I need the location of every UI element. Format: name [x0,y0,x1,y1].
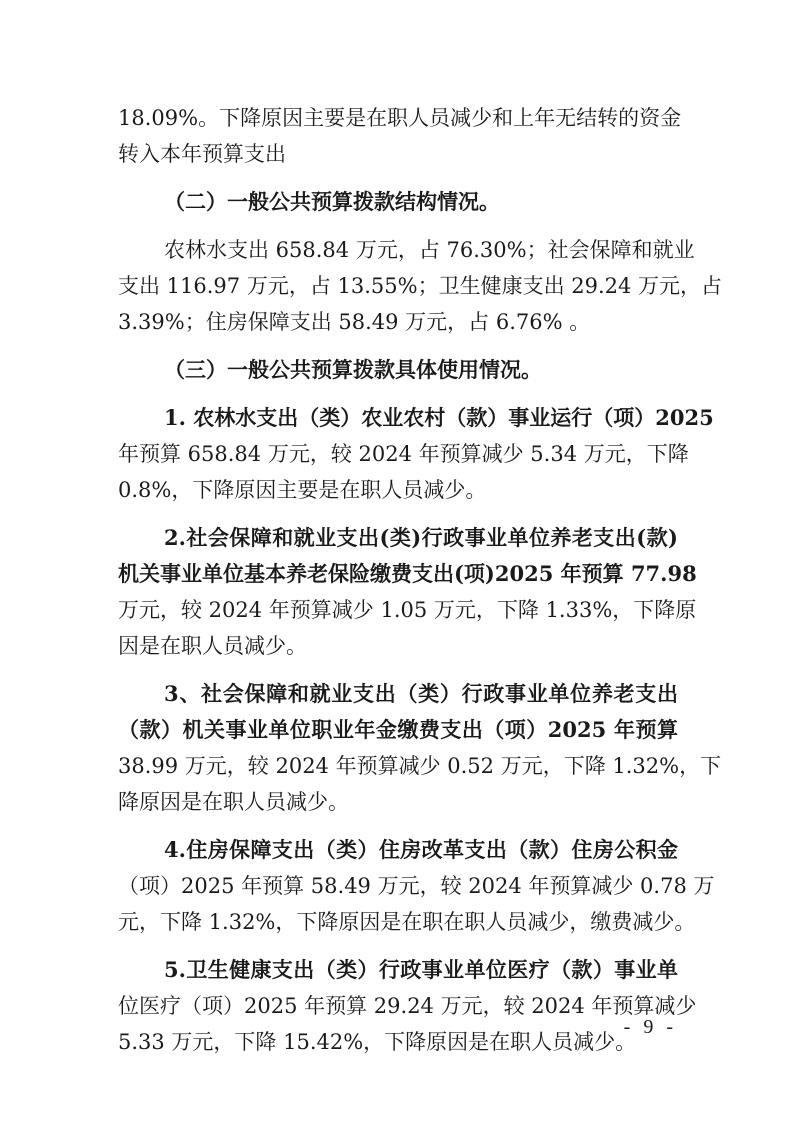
page-number: - 9 - [623,1016,677,1038]
text-line: 2.社会保障和就业支出(类)行政事业单位养老支出(款) [164,525,678,550]
text-line: （款）机关事业单位职业年金缴费支出（项）2025 年预算 [118,717,678,742]
text-line: 38.99 万元，较 2024 年预算减少 0.52 万元，下降 1.32%，下 [118,754,722,778]
text-line: 支出 116.97 万元，占 13.55%；卫生健康支出 29.24 万元，占 [118,274,723,298]
text-line: 18.09%。下降原因主要是在职人员减少和上年无结转的资金 [118,106,682,130]
structure-paragraph [118,232,723,340]
text-line: 1. 农林水支出（类）农业农村（款）事业运行（项）2025 [164,405,714,430]
text-line: 5.卫生健康支出（类）行政事业单位医疗（款）事业单 [164,957,678,982]
text-line: 万元，较 2024 年预算减少 1.05 万元，下降 1.33%，下降原 [118,598,697,622]
text-line: （项）2025 年预算 58.49 万元，较 2024 年预算减少 0.78 万 [118,874,715,898]
text-line: 5.33 万元，下降 15.42%，下降原因是在职人员减少。 [118,1030,637,1054]
text-line: 元，下降 1.32%，下降原因是在职在职人员减少，缴费减少。 [118,910,696,934]
item-4-paragraph [118,832,715,940]
text-line: 降原因是在职人员减少。 [118,790,349,814]
section-two-heading: （二）一般公共预算拨款结构情况。 [164,189,500,214]
paragraph-continuation [118,100,682,172]
text-line: 0.8%，下降原因主要是在职人员减少。 [118,478,487,502]
document-page [118,100,723,1060]
item-5-paragraph [118,952,697,1060]
item-3-paragraph [118,676,722,820]
text-line: 因是在职人员减少。 [118,634,307,658]
text-line: 位医疗（项）2025 年预算 29.24 万元，较 2024 年预算减少 [118,994,697,1018]
text-line: 转入本年预算支出 [118,142,286,166]
text-line: 3.39%；住房保障支出 58.49 万元，占 6.76% 。 [118,310,591,334]
text-line: 年预算 658.84 万元，较 2024 年预算减少 5.34 万元，下降 [118,442,689,466]
text-line: 机关事业单位基本养老保险缴费支出(项)2025 年预算 77.98 [118,561,697,586]
section-three-heading: （三）一般公共预算拨款具体使用情况。 [164,357,542,382]
item-1-paragraph [118,400,714,508]
text-line: 农林水支出 658.84 万元，占 76.30%；社会保障和就业 [164,238,695,262]
text-line: 4.住房保障支出（类）住房改革支出（款）住房公积金 [164,837,678,862]
text-line: 3、社会保障和就业支出（类）行政事业单位养老支出 [164,681,678,706]
item-2-paragraph [118,520,697,664]
